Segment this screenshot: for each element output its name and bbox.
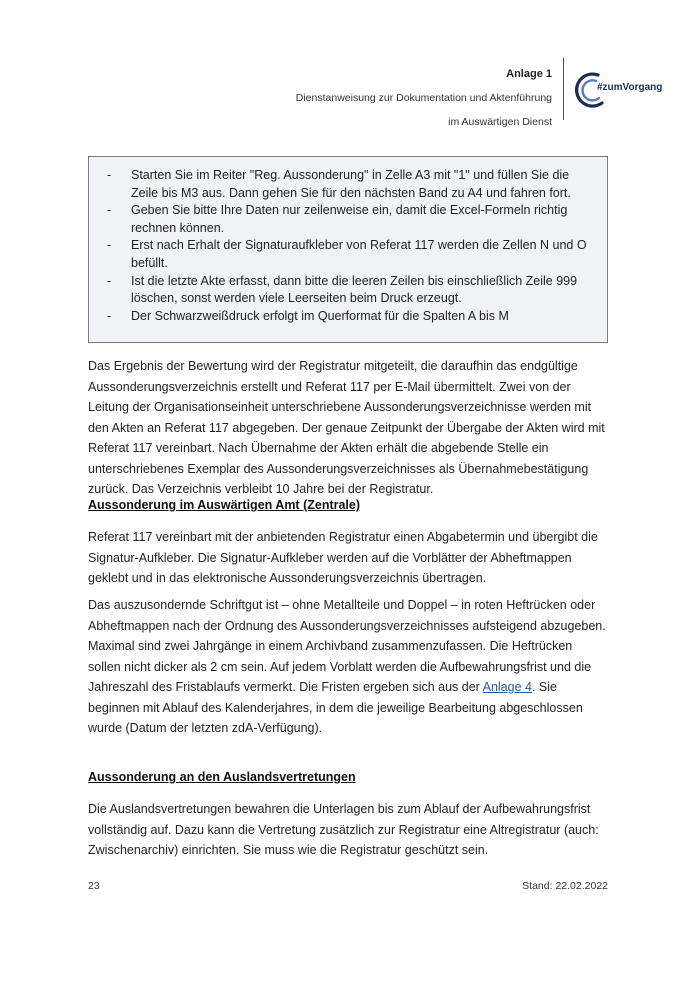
instruction-text: Geben Sie bitte Ihre Daten nur zeilenweise ein, damit die Excel-Formeln richtig rechnen können. — [131, 203, 568, 235]
instruction-list — [105, 167, 593, 325]
bullet-dash: - — [107, 273, 112, 288]
heading-zentrale: Aussonderung im Auswärtigen Amt (Zentrale) — [88, 498, 361, 512]
instruction-item — [105, 167, 593, 202]
instruction-text: Erst nach Erhalt der Signaturaufkleber von Referat 117 werden die Zellen N und O befüllt. — [131, 238, 587, 270]
paragraph-schriftgut — [88, 595, 608, 739]
instruction-text: Ist die letzte Akte erfasst, dann bitte die leeren Zeilen bis einschließlich Zeile 999 löschen, sonst werden viele Leerseiten beim Druck erzeugt. — [131, 273, 578, 306]
instruction-item — [105, 273, 593, 308]
annex-label: Anlage 1 — [506, 68, 552, 80]
paragraph-referat-117: Referat 117 vereinbart mit der anbietenden Registratur einen Abgabetermin und übergibt die Signatur-Aufkleber. Die Signatur-Aufkleber werden auf die Vorblätter der Abheftmappen geklebt und in das elektronische Aussonderungsverzeichnis übertragen. — [88, 530, 598, 585]
paragraph-auslandsvertretungen: Die Auslandsvertretungen bewahren die Unterlagen bis zum Ablauf der Aufbewahrungsfrist vollständig auf. Dazu kann die Vertretung zusätzlich zur Registratur eine Altregistratur (auch: Zwischenarchiv) einrichten. Sie muss wie die Registratur geschützt sein. — [88, 802, 599, 857]
instruction-item — [105, 202, 593, 237]
document-date: Stand: 22.02.2022 — [522, 880, 608, 892]
instruction-item — [105, 237, 593, 272]
header-divider — [563, 58, 564, 120]
header-title-line-1: Dienstanweisung zur Dokumentation und Aktenführung — [295, 92, 552, 104]
document-header — [296, 62, 552, 134]
zumvorgang-logo — [572, 70, 682, 110]
paragraph-schriftgut-text-end: . Sie beginnen mit Ablauf des Kalenderjahres, in dem die jeweilige Bearbeitung abgeschlossen wurde (Datum der letzten zdA-Verfügung). — [88, 680, 583, 735]
page-number: 23 — [88, 880, 100, 892]
anlage-4-link[interactable]: Anlage 4 — [482, 680, 532, 694]
header-title-line-2: im Auswärtigen Dienst — [448, 116, 552, 128]
instruction-text: Der Schwarzweißdruck erfolgt im Querformat für die Spalten A bis M — [131, 308, 509, 323]
instruction-text: Starten Sie im Reiter "Reg. Aussonderung" in Zelle A3 mit "1" und füllen Sie die Zeile bis M3 aus. Dann gehen Sie für den nächsten Band zu A4 und fahren fort. — [131, 168, 571, 200]
bullet-dash: - — [107, 203, 112, 218]
bullet-dash: - — [107, 308, 112, 323]
heading-auslandsvertretungen: Aussonderung an den Auslandsvertretungen — [88, 770, 356, 784]
bullet-dash: - — [107, 168, 112, 182]
bullet-dash: - — [107, 238, 112, 253]
instruction-item — [105, 308, 593, 326]
paragraph-schriftgut-text: Das auszusondernde Schriftgut ist – ohne Metallteile und Doppel – in roten Heftrücken oder Abheftmappen nach der Ordnung des Aussonderungsverzeichnisses aufsteigend abzugeben. Maximal sind zwei Jahrgänge in einem Archivband zusammenzufassen. Die Heftrücken sollen nicht dicker als 2 cm sein. Auf jedem Vorblatt werden die Aufbewahrungsfrist und die Jahreszahl des Fristablaufs vermerkt. Die Fristen ergeben sich aus der — [88, 598, 606, 694]
logo-text: #zumVorgang — [597, 82, 663, 93]
page-footer — [88, 880, 608, 892]
paragraph-evaluation-result: Das Ergebnis der Bewertung wird der Registratur mitgeteilt, die daraufhin das endgültige Aussonderungsverzeichnis erstellt und Referat 117 per E-Mail übermittelt. Zwei von der Leitung der Organisationseinheit unterschriebene Aussonderungsverzeichnisse werden mit den Akten an Referat 117 abgegeben. Der genaue Zeitpunkt der Übergabe der Akten wird mit Referat 117 vereinbart. Nach Übernahme der Akten erhält die abgebende Stelle ein unterschriebenes Exemplar des Aussonderungsverzeichnisses als Übernahmebestätigung zurück. Das Verzeichnis verbleibt 10 Jahre bei der Registratur. — [88, 359, 605, 496]
instruction-box — [88, 156, 608, 343]
